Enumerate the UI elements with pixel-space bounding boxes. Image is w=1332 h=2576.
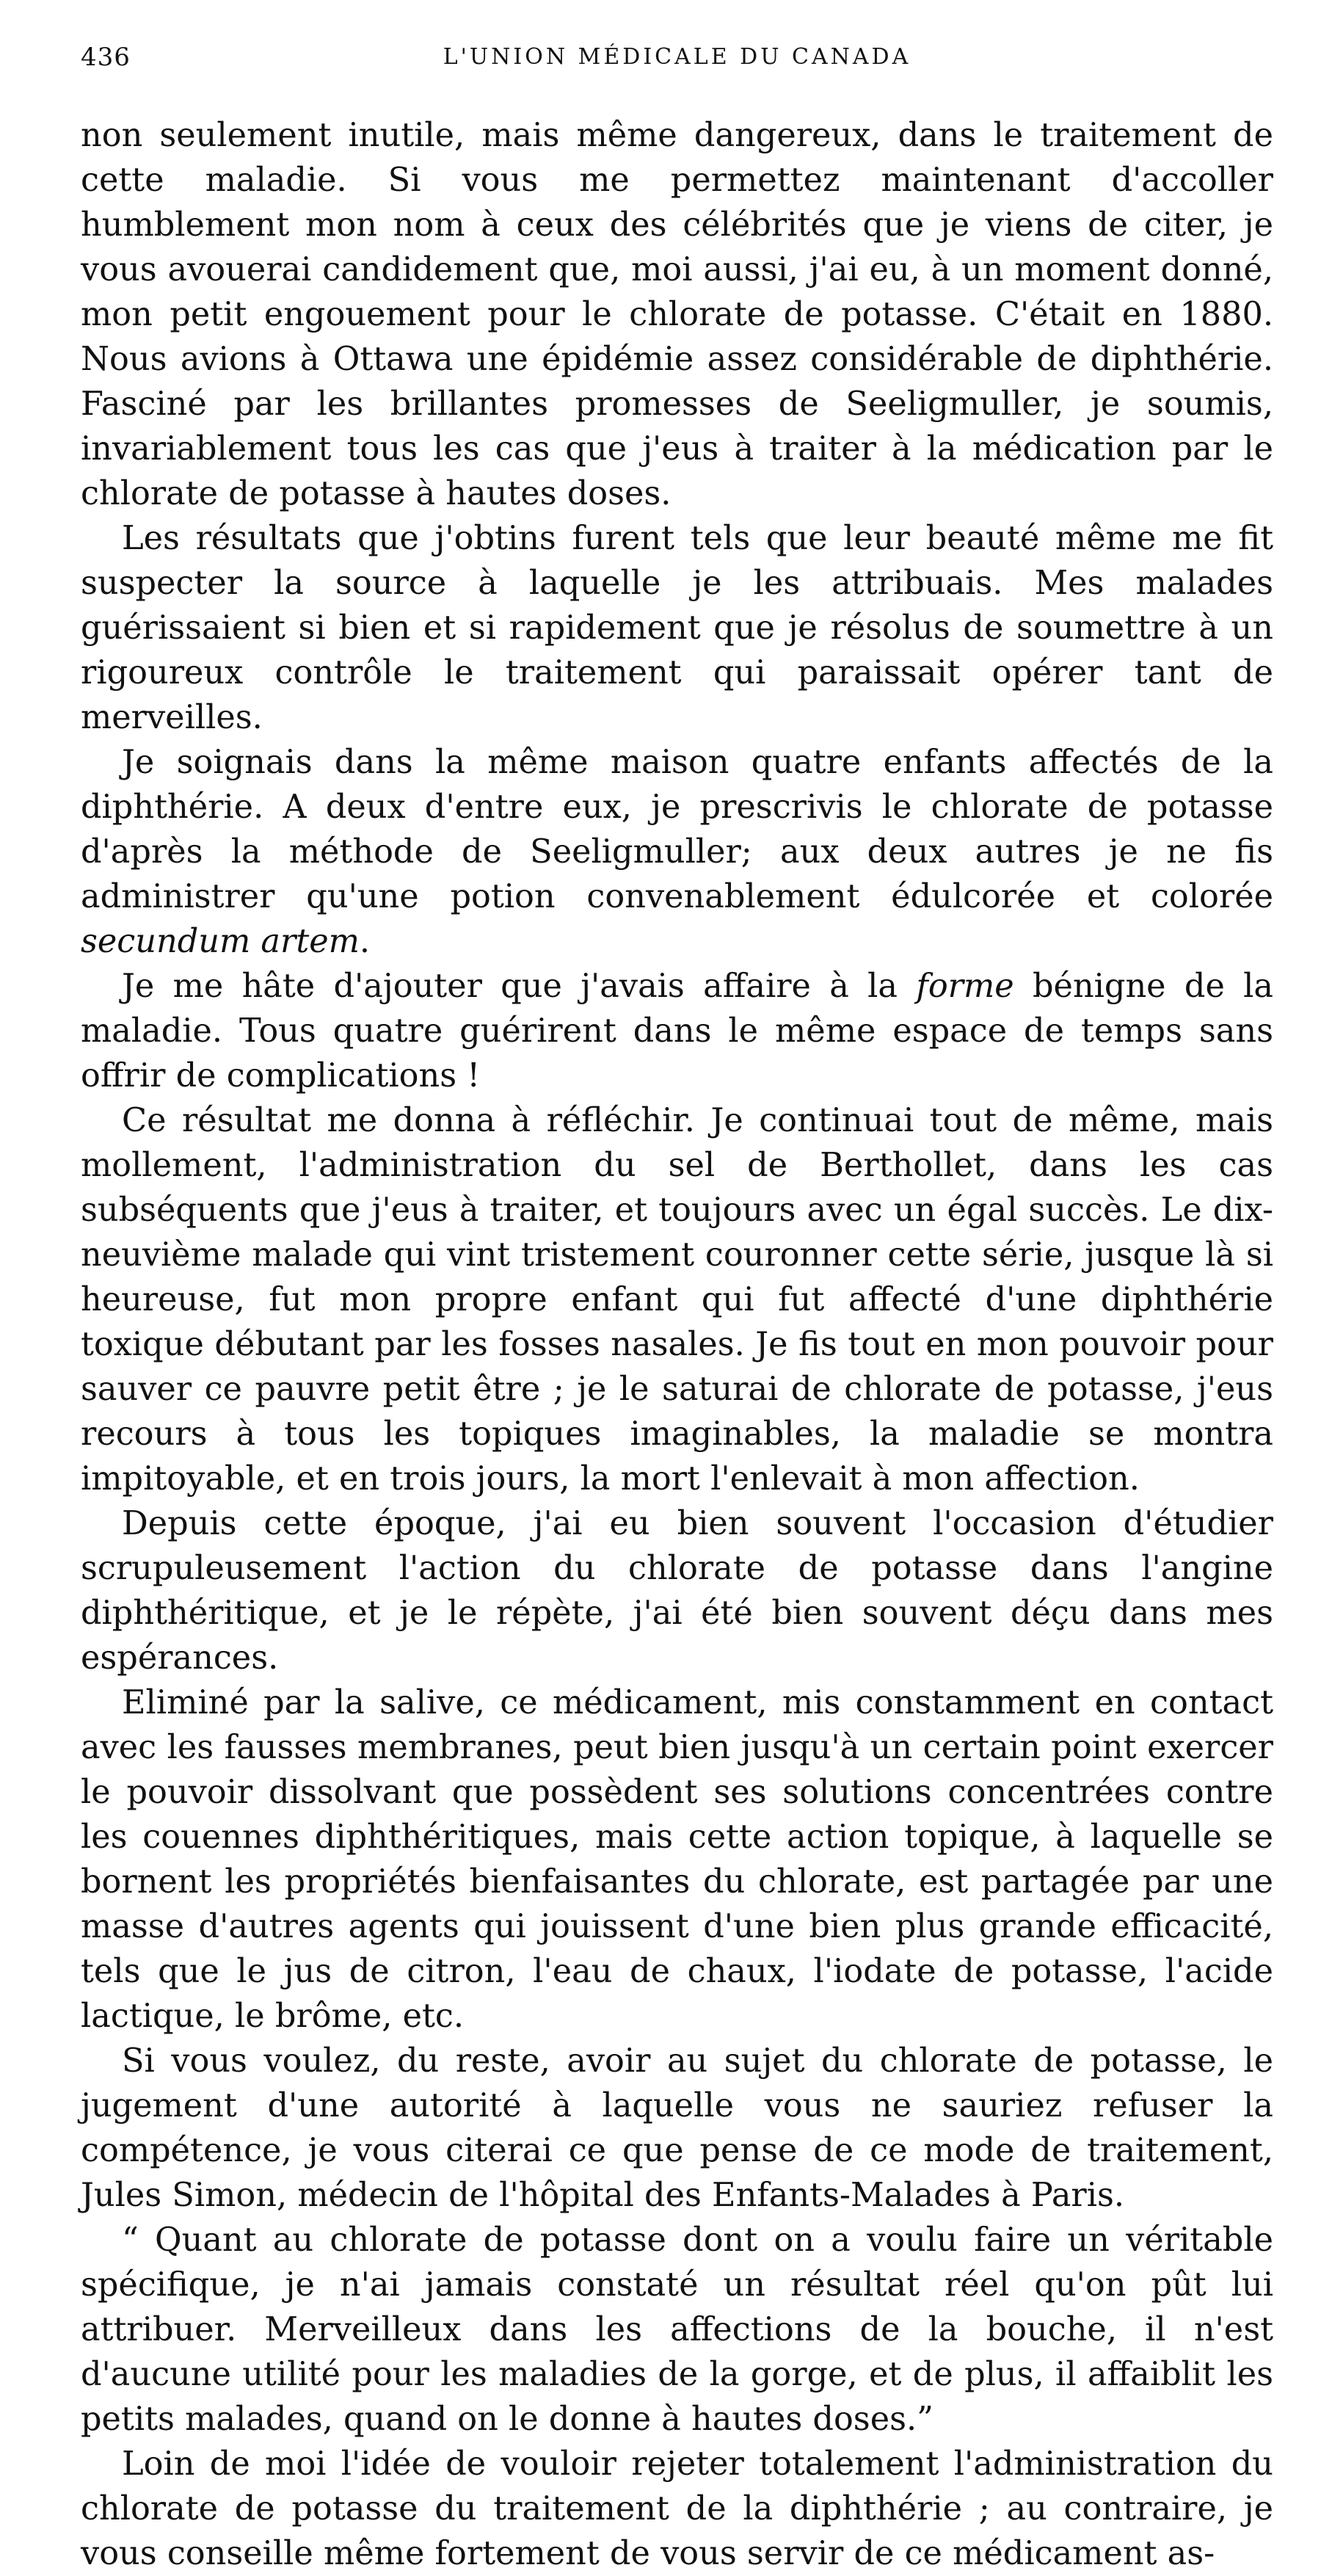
paragraph-9-quote: “ Quant au chlorate de potasse dont on a voulu faire un véritable spécifique, je n'ai jamais constaté un résultat réel qu'on pût lui attribuer. Merveilleux dans les affections de la bouche, il n'est d'aucune utilité pour les maladies de la gorge, et de plus, il affaiblit les petits malades, quand on le donne à hautes doses.” (81, 2221, 1273, 2438)
paragraph-3 (81, 740, 1273, 964)
paragraph-7: Eliminé par la salive, ce médicament, mis constamment en contact avec les fausses membranes, peut bien jusqu'à un certain point exercer le pouvoir dissolvant que possèdent ses solutions concentrées contre les couennes diphthéritiques, mais cette action topique, à laquelle se bornent les propriétés bienfaisantes du chlorate, est partagée par une masse d'autres agents qui jouissent d'une bien plus grande efficacité, tels que le jus de citron, l'eau de chaux, l'iodate de potasse, l'acide lactique, le brôme, etc. (81, 1683, 1273, 2035)
paragraph-3-emphasis: secundum artem (81, 922, 360, 960)
paragraph-8: Si vous voulez, du reste, avoir au sujet du chlorate de potasse, le jugement d'une autorité à laquelle vous ne sauriez refuser la compétence, je vous citerai ce que pense de ce mode de traitement, Jules Simon, médecin de l'hôpital des Enfants-Malades à Paris. (81, 2042, 1273, 2214)
paragraph-4-emphasis: forme (916, 967, 1014, 1005)
paragraph-3-end: . (359, 922, 371, 960)
page-header (81, 37, 1273, 84)
paragraph-4-end: bénigne de la maladie. Tous quatre guérirent dans le même espace de temps sans offrir de complications ! (81, 967, 1273, 1095)
paragraph-10: Loin de moi l'idée de vouloir rejeter totalement l'administration du chlorate de potasse du traitement de la diphthérie ; au contraire, je vous conseille même fortement de vous servir de ce médicament as- (81, 2445, 1273, 2572)
paragraph-3-text: Je soignais dans la même maison quatre enfants affectés de la diphthérie. A deux d'entre eux, je prescrivis le chlorate de potasse d'après la méthode de Seeligmuller; aux deux autres je ne fis administrer qu'une potion convenablement édulcorée et colorée (81, 743, 1273, 915)
paragraph-5: Ce résultat me donna à réfléchir. Je continuai tout de même, mais mollement, l'administration du sel de Berthollet, dans les cas subséquents que j'eus à traiter, et toujours avec un égal succès. Le dix-neuvième malade qui vint tristement couronner cette série, jusque là si heureuse, fut mon propre enfant qui fut affecté d'une diphthérie toxique débutant par les fosses nasales. Je fis tout en mon pouvoir pour sauver ce pauvre petit être ; je le saturai de chlorate de potasse, j'eus recours à tous les topiques imaginables, la maladie se montra impitoyable, et en trois jours, la mort l'enlevait à mon affection. (81, 1101, 1273, 1498)
paragraph-2: Les résultats que j'obtins furent tels que leur beauté même me fit suspecter la source à laquelle je les attribuais. Mes malades guérissaient si bien et si rapidement que je résolus de soumettre à un rigoureux contrôle le traitement qui paraissait opérer tant de merveilles. (81, 519, 1273, 736)
paragraph-1: non seulement inutile, mais même dangereux, dans le traitement de cette maladie. Si vous me permettez maintenant d'accoller humblement mon nom à ceux des célébrités que je viens de citer, je vous avouerai candidement que, moi aussi, j'ai eu, à un moment donné, mon petit engouement pour le chlorate de potasse. C'était en 1880. Nous avions à Ottawa une épidémie assez considérable de diphthérie. Fasciné par les brillantes promesses de Seeligmuller, je soumis, invariablement tous les cas que j'eus à traiter à la médication par le chlorate de potasse à hautes doses. (81, 116, 1273, 512)
running-title: L'UNION MÉDICALE DU CANADA (443, 44, 911, 70)
body-text (81, 113, 1273, 2576)
paragraph-6: Depuis cette époque, j'ai eu bien souvent l'occasion d'étudier scrupuleusement l'action du chlorate de potasse dans l'angine diphthéritique, et je le répète, j'ai été bien souvent déçu dans mes espérances. (81, 1504, 1273, 1677)
paragraph-4 (81, 964, 1273, 1098)
document-page (81, 37, 1273, 2576)
page-number: 436 (81, 43, 131, 72)
paragraph-4-text: Je me hâte d'ajouter que j'avais affaire à la (122, 967, 917, 1005)
